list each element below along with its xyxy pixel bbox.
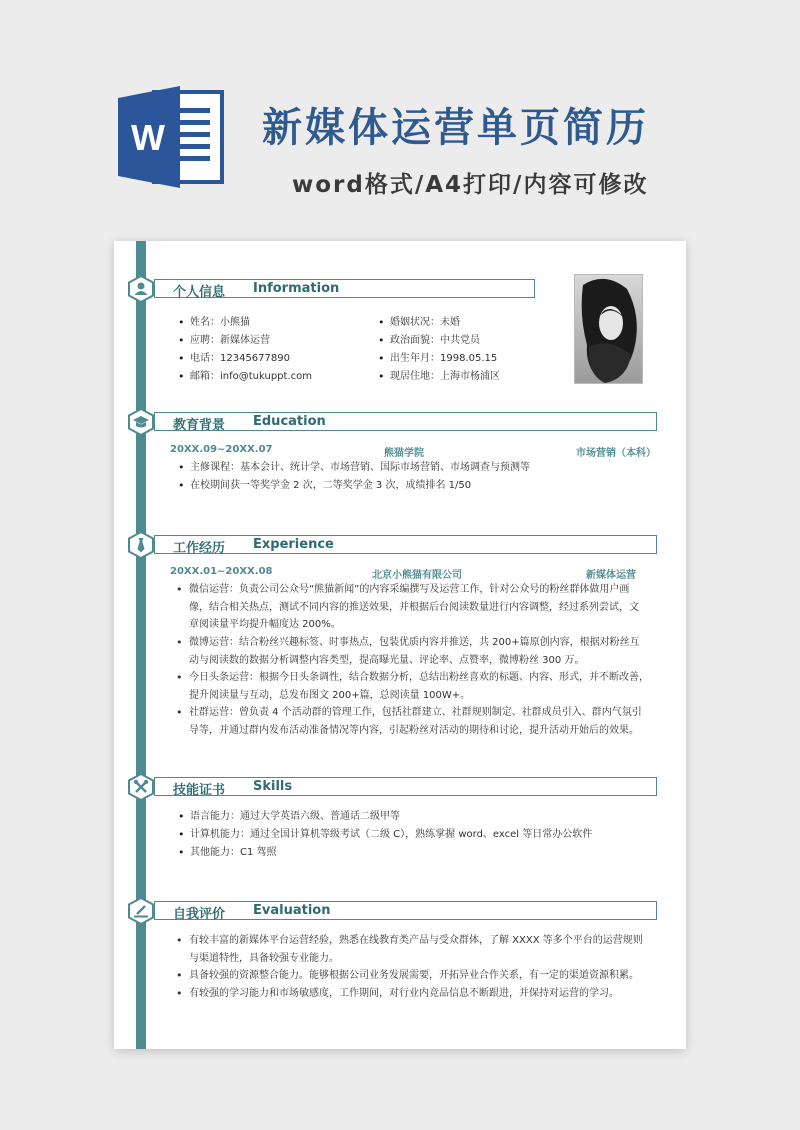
eval-item: • 有较强的学习能力和市场敏感度，工作期间，对行业内竞品信息不断跟进，并保持对运营的学习。 (176, 987, 619, 1000)
skill-item: • 计算机能力：通过全国计算机等级考试（二级 C），熟练掌握 word、excel 等日常办公软件 (190, 828, 592, 842)
edu-item: • 主修课程：基本会计、统计学、市场营销、国际市场营销、市场调查与预测等 (190, 461, 530, 475)
info-email: • 邮箱：info@tukuppt.com (190, 370, 312, 384)
section-header-bar (154, 535, 657, 554)
skill-item: • 语言能力：通过大学英语六级、普通话二级甲等 (190, 810, 400, 824)
work-position: 新媒体运营 (586, 570, 636, 581)
graduation-cap-icon (127, 408, 155, 436)
section-header-bar (154, 777, 657, 796)
section-title-en: Experience (253, 537, 334, 552)
left-rail (136, 241, 146, 1049)
edu-period: 20XX.09~20XX.07 (170, 444, 273, 455)
section-title-cn: 工作经历 (173, 541, 226, 556)
tie-icon (127, 531, 155, 559)
info-position: • 应聘：新媒体运营 (190, 334, 270, 348)
resume-page (114, 241, 686, 1049)
writing-hand-icon (127, 897, 155, 925)
section-title-en: Skills (253, 779, 293, 794)
word-document-icon (118, 86, 228, 188)
portrait-image (575, 275, 643, 384)
section-header-bar (154, 279, 535, 298)
work-item-community: • 社群运营：曾负责 4 个活动群的管理工作，包括社群建立、社群规则制定、社群成员引入、群内气氛引 导等，并通过群内发布活动准备情况等内容，引起粉丝对活动的期待和讨论，提升活动开始后的效果。 (176, 706, 642, 736)
info-marital: • 婚姻状况：未婚 (390, 316, 460, 330)
info-birth: • 出生年月：1998.05.15 (390, 352, 497, 366)
eval-item: • 具备较强的资源整合能力。能够根据公司业务发展需要，开拓异业合作关系，有一定的渠道资源积累。 (176, 969, 639, 982)
work-item-weibo: • 微博运营：结合粉丝兴趣标签、时事热点，包装优质内容并推送，共 200+篇原创内容，根据对粉丝互 动与阅读数的数据分析调整内容类型，提高曝光量、评论率、点赞率，微博粉丝 300 万。 (176, 636, 640, 666)
edu-major: 市场营销（本科） (576, 448, 656, 459)
section-header-bar (154, 412, 657, 431)
section-title-cn: 个人信息 (173, 285, 226, 300)
info-phone: • 电话：12345677890 (190, 352, 290, 366)
section-title-cn: 技能证书 (173, 783, 226, 798)
work-period: 20XX.01~20XX.08 (170, 566, 273, 577)
user-icon (127, 275, 155, 303)
section-title-cn: 教育背景 (173, 418, 226, 433)
profile-photo (574, 274, 643, 384)
section-title-en: Education (253, 414, 326, 429)
info-political: • 政治面貌：中共党员 (390, 334, 480, 348)
info-name: • 姓名：小熊猫 (190, 316, 250, 330)
eval-item: • 有较丰富的新媒体平台运营经验，熟悉在线教育类产品与受众群体，了解 XXXX 等多个平台的运营规则 与渠道特性，具备较强专业能力。 (176, 934, 643, 964)
section-title-cn: 自我评价 (173, 907, 226, 922)
section-title-en: Information (253, 281, 340, 296)
tools-icon (127, 773, 155, 801)
edu-school: 熊猫学院 (384, 448, 424, 459)
svg-text:W: W (131, 117, 165, 158)
section-header-bar (154, 901, 657, 920)
skill-item: • 其他能力：C1 驾照 (190, 846, 277, 860)
section-title-en: Evaluation (253, 903, 331, 918)
page-subtitle: word格式/A4打印/内容可修改 (292, 172, 649, 198)
work-item-toutiao: • 今日头条运营：根据今日头条调性，结合数据分析，总结出粉丝喜欢的标题、内容、形式，并不断改善， 提升阅读量与互动，总发布图文 200+篇，总阅读量 100W+。 (176, 671, 649, 701)
edu-item: • 在校期间获一等奖学金 2 次，二等奖学金 3 次，成绩排名 1/50 (190, 479, 471, 493)
work-item-wechat: • 微信运营：负责公司公众号“熊猫新闻”的内容采编撰写及运营工作，针对公众号的粉丝群体做用户画 像，结合相关热点，测试不同内容的推送效果，并根据后台阅读数量进行内容调整，经过系列尝试，文 章阅读量平均提升幅度达 200%。 (176, 583, 639, 631)
work-company: 北京小熊猫有限公司 (372, 570, 462, 581)
page-title: 新媒体运营单页简历 (262, 105, 649, 151)
info-address: • 现居住地：上海市杨浦区 (390, 370, 500, 384)
